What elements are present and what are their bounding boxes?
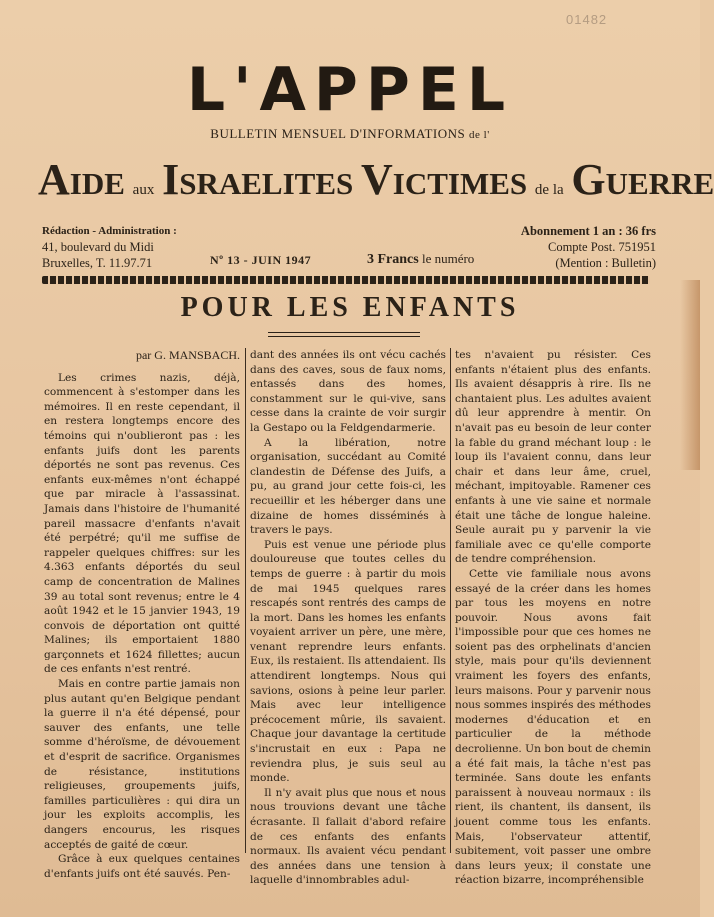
column-divider <box>450 348 451 853</box>
org-letter-v: V <box>361 155 393 204</box>
org-word-de-la: de la <box>534 182 564 198</box>
org-word-guerre: UERRE <box>605 166 714 201</box>
pencil-note: 01482 <box>566 12 608 27</box>
column-divider <box>245 348 246 853</box>
paragraph: Puis est venue une période plus douloureuse que toutes celles du temps de guerre : à partir du mois de mai 1945 quelques rares rescapés sont rentrés des camps de la mort. Dans les homes les enfants voyaient arriver un père, une mère, venant reprendre leurs enfants. Eux, ils restaient. Ils attendaient. Ils attendirent longtemps. Nous qui savions, osions à peine leur parler. Mais avec leur intelligence précocement mûrie, ils savaient. Chaque jour davantage la certitude s'incrustait en eux : Papa ne reviendra plus, je suis seul au monde. <box>250 538 446 785</box>
org-letter-g: G <box>571 155 606 204</box>
article-column-3 <box>455 348 651 888</box>
postal-mention: (Mention : Bulletin) <box>555 256 656 270</box>
paragraph: Les crimes nazis, déjà, commencent à s'estomper dans les mémoires. Il en reste cependant, il en restera longtemps encore des témoins qui n'oublieront pas : les enfants juifs dont les parents déportés ne sont pas revenus. Ces enfants eux-mêmes n'ont échappé que par miracle à l'assassinat. Jamais dans l'histoire de l'humanité pareil massacre d'enfants n'avait été perpétré; qu'il me suffise de rappeler quelques chiffres: sur les 4.363 enfants déportés du seul camp de concentration de Malines 39 au total sont revenus; entre le 4 août 1942 et le 15 janvier 1943, 19 convois de déportation ont quitté Malines; ils emportaient 1880 garçonnets et 1624 fillettes; aucun de ces enfants n'est rentré. <box>44 371 240 676</box>
article-column-2 <box>250 348 446 888</box>
paragraph: Mais en contre partie jamais non plus autant qu'en Belgique pendant la guerre il n'a été dépensé, pour sauver des enfants, une telle somme d'héroïsme, de dévouement et d'esprit de sacrifice. Organismes de résistance, institutions religieuses, groupements juifs, familles particulières : qui dira un jour les exploits accomplis, les dangers encourus, les risques acceptés de gaité de cœur. <box>44 678 240 851</box>
org-word-israelites: SRAELITES <box>179 166 354 201</box>
issue-number: Nº 13 - JUIN 1947 <box>210 253 312 267</box>
paragraph: Il n'y avait plus que nous et nous nous trouvions devant une tâche écrasante. Il fallait d'abord refaire de ces enfants des enfants normaux. Ils avaient vécu pendant des années dans une tension à laquelle d'innombrables adul- <box>250 786 446 887</box>
editorial-street: 41, boulevard du Midi <box>42 240 154 254</box>
paragraph: tes n'avaient pu résister. Ces enfants n'étaient plus des enfants. Ils avaient désappris à rire. Ils ne chantaient plus. Les adultes avaient dû leur apprendre à mentir. On n'avait pas eu besoin de leur conter la fable du grand méchant loup : le loup ils l'avaient connu, dans leur chair et dans leur âme, cruel, méchant, impitoyable. Ramener ces enfants à une vie saine et normale était une tâche de longue haleine. Seule aurait pu y parvenir la vie familiale avec ce qu'elle comporte de tendre compréhension. <box>455 349 651 566</box>
masthead-divider <box>42 276 650 284</box>
subscription-rate: Abonnement 1 an : 36 frs <box>520 224 656 238</box>
article-byline: par G. MANSBACH. <box>135 348 240 362</box>
org-word-aux: aux <box>132 182 155 198</box>
price-unit: le numéro <box>421 251 475 266</box>
issue-price <box>367 251 474 268</box>
org-letter-a: A <box>38 155 70 204</box>
editorial-address <box>42 223 177 271</box>
article-column-1 <box>44 348 240 881</box>
organization-name <box>38 154 714 205</box>
paragraph: Grâce à eux quelques centaines d'enfants juifs ont été sauvés. Pen- <box>44 853 240 880</box>
paragraph: A la libération, notre organisation, succédant au Comité clandestin de Défense des Juifs, a pu, au grand jour cette fois-ci, les recueillir et les héberger dans une dizaine de homes disséminés à travers le pays. <box>250 436 446 537</box>
price-amount: 3 Francs <box>367 252 419 267</box>
masthead-title: L'APPEL <box>186 55 514 125</box>
paragraph: Cette vie familiale nous avons essayé de la créer dans les homes par tous les moyens en notre pouvoir. Nous avons fait l'impossible pour que ces homes ne soient pas des orphelinats d'ancien style, mais pour qu'ils deviennent vraiment les foyers des enfants, leurs maisons. Pour y parvenir nous nous sommes inspirés des méthodes modernes d'éducation et en particulier de la méthode decrolienne. Un bon bout de chemin a été fait mais, la tâche n'est pas terminée. Sans doute les enfants paraissent à nouveau normaux : ils rient, ils chantent, ils dansent, ils jouent comme tous les enfants. Mais, l'observateur attentif, subitement, voit passer une ombre dans leurs yeux; il constate une réaction bizarre, incompréhensible <box>455 567 651 887</box>
org-word-aide: IDE <box>69 166 125 201</box>
org-letter-i: I <box>162 155 180 204</box>
subscription-info <box>521 223 656 271</box>
postal-account: Compte Post. 751951 <box>548 240 656 254</box>
headline-underline <box>268 332 420 337</box>
org-word-victimes: ICTIMES <box>392 166 528 201</box>
editorial-heading: Rédaction - Administration : <box>42 225 177 237</box>
article-headline: POUR LES ENFANTS <box>180 292 520 323</box>
editorial-city-phone: Bruxelles, T. 11.97.71 <box>42 256 153 270</box>
masthead-subtitle <box>0 126 700 142</box>
subtitle-main: BULLETIN MENSUEL D'INFORMATIONS <box>210 126 466 141</box>
subtitle-de: de l' <box>469 129 490 141</box>
paragraph: dant des années ils ont vécu cachés dans des caves, sous de faux noms, entassés dans des homes, constamment sur le qui-vive, sans cesse dans la crainte de voir surgir la Gestapo ou la Feldgendarmerie. <box>250 349 446 434</box>
